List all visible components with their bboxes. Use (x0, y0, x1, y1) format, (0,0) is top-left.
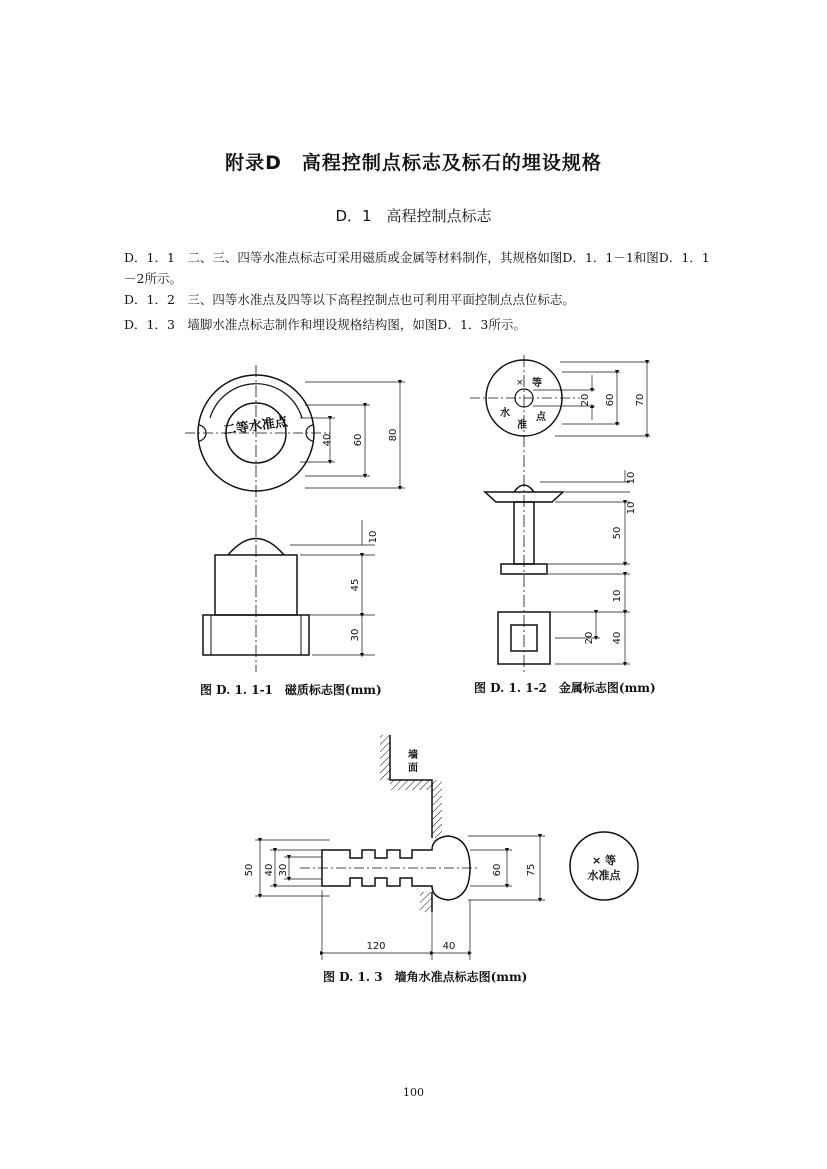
figure-wall-mark (255, 735, 638, 960)
dim-40: 40 (322, 433, 333, 447)
caption-fig-d-1-3: 图 D. 1. 3 墙角水准点标志图(mm) (323, 970, 528, 984)
page-number: 100 (403, 1086, 424, 1099)
caption-fig-d-1-1-1: 图 D. 1. 1-1 磁质标志图(mm) (200, 683, 382, 697)
dim-120: 120 (366, 941, 386, 952)
dim-30: 30 (278, 863, 289, 877)
dim-75: 75 (526, 863, 537, 877)
dim-10: 10 (368, 530, 379, 544)
page-title: 附录D 高程控制点标志及标石的埋设规格 (225, 152, 602, 174)
dim-20-base: 20 (584, 631, 595, 645)
paragraph-d-1-2: D．1．2 三、四等水准点及四等以下高程控制点也可利用平面控制点点位标志。 (124, 292, 575, 307)
dim-80: 80 (388, 428, 399, 442)
section-heading: D．1 高程控制点标志 (335, 207, 492, 225)
paragraph-d-1-1: D．1．1 二、三、四等水准点标志可采用磁质或金属等材料制作，其规格如图D．1．1－1和图D．1．1－2所示。 (124, 250, 710, 286)
wall-label-1: 墙 (408, 750, 418, 761)
disc-x-mark: × (516, 378, 524, 388)
figure-metal-mark (470, 355, 650, 672)
dim-40: 40 (612, 631, 623, 645)
figure-magnetic-mark (185, 365, 405, 672)
dim-60: 60 (353, 433, 364, 447)
wall-disc-line1: × 等 (591, 854, 617, 867)
dim-50: 50 (612, 526, 623, 540)
wall-label-2: 面 (408, 763, 418, 774)
wall-disc-line2: 水准点 (587, 869, 621, 882)
dim-10-low: 10 (612, 589, 623, 603)
disc-char-zhun: 准 (517, 420, 527, 431)
disc-char-dian: 点 (536, 412, 546, 423)
dim-60: 60 (605, 393, 616, 407)
dim-40: 40 (264, 863, 275, 877)
dim-40-right: 40 (442, 941, 456, 952)
dim-70: 70 (635, 393, 646, 407)
disc-char-deng: 等 (532, 378, 542, 389)
dim-10-top: 10 (626, 471, 637, 485)
disc-char-shui: 水 (500, 408, 510, 419)
caption-fig-d-1-1-2: 图 D. 1. 1-2 金属标志图(mm) (474, 681, 656, 695)
dim-60: 60 (492, 863, 503, 877)
dim-20: 20 (580, 393, 591, 407)
ring-inscription: 二等水准点 (222, 414, 289, 439)
dim-50: 50 (244, 863, 255, 877)
dim-45: 45 (350, 578, 361, 592)
dim-30: 30 (350, 628, 361, 642)
paragraph-d-1-3: D．1．3 墙脚水准点标志制作和埋设规格结构图，如图D．1．3所示。 (124, 317, 526, 332)
dim-10-mid: 10 (626, 501, 637, 515)
